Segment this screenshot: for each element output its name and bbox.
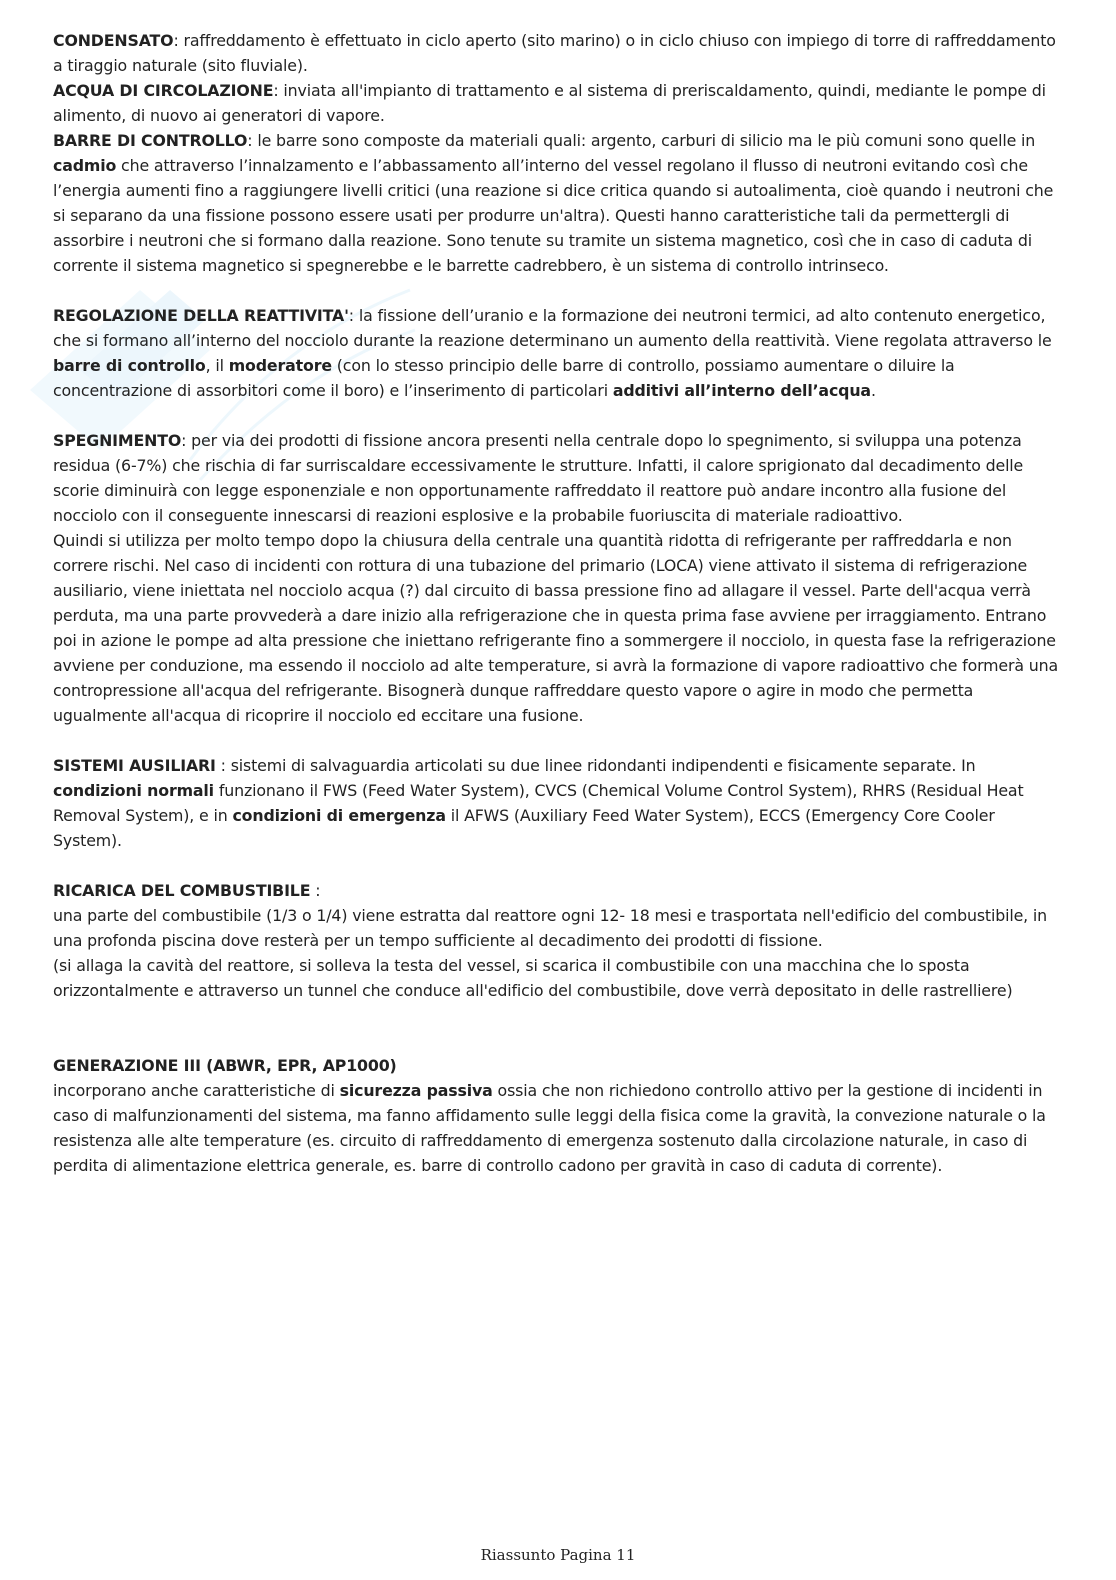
spacer	[53, 403, 1058, 428]
page-footer: Riassunto Pagina 11	[480, 1546, 636, 1564]
paragraph-ricarica-1: una parte del combustibile (1/3 o 1/4) viene estratta dal reattore ogni 12- 18 mesi e trasportata nell'edificio del combustibile, in una profonda piscina dove resterà per un tempo sufficiente al decadimento dei prodotti di fissione.	[53, 906, 1047, 950]
text-sistemi-3: il AFWS (Auxiliary Feed Water System), ECCS (Emergency Core Cooler System).	[53, 806, 995, 850]
text-spegnimento-1: : per via dei prodotti di fissione ancora presenti nella centrale dopo lo spegnimento, si sviluppa una potenza residua (6-7%) che rischia di far surriscaldare eccessivamente le strutture. Infatti, il calore sprigionato dal decadimento delle scorie diminuirà con legge esponenziale e non opportunamente raffreddato il reattore può andare incontro alla fusione del nocciolo con il conseguente innescarsi di reazioni esplosive e la probabile fuoriuscita di materiale radioattivo.	[53, 431, 1024, 525]
heading-barre-controllo: BARRE DI CONTROLLO	[53, 131, 248, 150]
bold-condizioni-normali: condizioni normali	[53, 781, 214, 800]
text-regolazione-3: (con lo stesso principio delle barre di controllo, possiamo aumentare o diluire la concentrazione di assorbitori come il boro) e l’inserimento di particolari	[53, 356, 955, 400]
bold-additivi: additivi all’interno dell’acqua	[612, 381, 871, 400]
text-generazione-1: incorporano anche caratteristiche di	[53, 1081, 340, 1100]
heading-ricarica: RICARICA DEL COMBUSTIBILE	[53, 881, 311, 900]
heading-generazione: GENERAZIONE III (ABWR, EPR, AP1000)	[53, 1056, 397, 1075]
paragraph-sistemi-ausiliari	[53, 753, 1058, 853]
spacer	[53, 853, 1058, 878]
document-body	[53, 28, 1058, 1178]
bold-barre-controllo: barre di controllo	[53, 356, 206, 375]
text-barre-1: : le barre sono composte da materiali quali: argento, carburi di silicio ma le più comuni sono quelle in	[247, 131, 1036, 150]
bold-condizioni-emergenza: condizioni di emergenza	[232, 806, 446, 825]
heading-spegnimento: SPEGNIMENTO	[53, 431, 182, 450]
paragraph-condensato	[53, 28, 1058, 78]
text-acqua-circolazione: : inviata all'impianto di trattamento e al sistema di preriscaldamento, quindi, mediante le pompe di alimento, di nuovo ai generatori di vapore.	[53, 81, 1046, 125]
heading-regolazione: REGOLAZIONE DELLA REATTIVITA'	[53, 306, 349, 325]
spacer	[53, 728, 1058, 753]
paragraph-generazione	[53, 1078, 1058, 1178]
spacer	[53, 278, 1058, 303]
text-sistemi-2: funzionano il FWS (Feed Water System), CVCS (Chemical Volume Control System), RHRS (Residual Heat Removal System), e in	[53, 781, 1024, 825]
paragraph-spegnimento	[53, 428, 1058, 528]
heading-ricarica-suffix: :	[310, 881, 321, 900]
paragraph-barre-controllo	[53, 128, 1058, 278]
heading-acqua-circolazione: ACQUA DI CIRCOLAZIONE	[53, 81, 274, 100]
paragraph-ricarica-2: (si allaga la cavità del reattore, si solleva la testa del vessel, si scarica il combustibile con una macchina che lo sposta orizzontalmente e attraverso un tunnel che conduce all'edificio del combustibile, dove verrà depositato in delle rastrelliere)	[53, 956, 1013, 1000]
paragraph-spegnimento-2: Quindi si utilizza per molto tempo dopo la chiusura della centrale una quantità ridotta di refrigerante per raffreddarla e non correre rischi. Nel caso di incidenti con rottura di una tubazione del primario (LOCA) viene attivato il sistema di refrigerazione ausiliario, viene iniettata nel nocciolo acqua (?) dal circuito di bassa pressione fino ad allagare il vessel. Parte dell'acqua verrà perduta, ma una parte provvederà a dare inizio alla refrigerazione che in questa prima fase avviene per irraggiamento. Entrano poi in azione le pompe ad alta pressione che iniettano refrigerante fino a sommergere il nocciolo, in questa fase la refrigerazione avviene per conduzione, ma essendo il nocciolo ad alte temperature, si avrà la formazione di vapore radioattivo che formerà una contropressione all'acqua del refrigerante. Bisognerà dunque raffreddare questo vapore o agire in modo che permetta ugualmente all'acqua di ricoprire il nocciolo ed eccitare una fusione.	[53, 531, 1058, 725]
paragraph-ricarica-heading	[53, 878, 1058, 903]
text-barre-2: che attraverso l’innalzamento e l’abbassamento all’interno del vessel regolano il flusso di neutroni evitando così che l’energia aumenti fino a raggiungere livelli critici (una reazione si dice critica quando si autoalimenta, cioè quando i neutroni che si separano da una fissione possono essere usati per produrre un'altra). Questi hanno caratteristiche tali da permettergli di assorbire i neutroni che si formano dalla reazione. Sono tenute su tramite un sistema magnetico, così che in caso di caduta di corrente il sistema magnetico si spegnerebbe e le barrette cadrebbero, è un sistema di controllo intrinseco.	[53, 156, 1054, 275]
text-regolazione-2: , il	[205, 356, 229, 375]
text-sistemi-1: : sistemi di salvaguardia articolati su due linee ridondanti indipendenti e fisicamente separate. In	[215, 756, 976, 775]
text-regolazione-1: : la fissione dell’uranio e la formazione dei neutroni termici, ad alto contenuto energetico, che si formano all’interno del nocciolo durante la reazione determinano un aumento della reattività. Viene regolata attraverso le	[53, 306, 1052, 350]
spacer	[53, 1003, 1058, 1053]
paragraph-generazione-heading	[53, 1053, 1058, 1078]
text-condensato: : raffreddamento è effettuato in ciclo aperto (sito marino) o in ciclo chiuso con impiego di torre di raffreddamento a tiraggio naturale (sito fluviale).	[53, 31, 1056, 75]
heading-sistemi-ausiliari: SISTEMI AUSILIARI	[53, 756, 216, 775]
bold-cadmio: cadmio	[53, 156, 117, 175]
paragraph-acqua-circolazione	[53, 78, 1058, 128]
text-regolazione-4: .	[870, 381, 876, 400]
bold-moderatore: moderatore	[228, 356, 332, 375]
heading-condensato: CONDENSATO	[53, 31, 174, 50]
bold-sicurezza-passiva: sicurezza passiva	[339, 1081, 493, 1100]
text-generazione-2: ossia che non richiedono controllo attivo per la gestione di incidenti in caso di malfunzionamenti del sistema, ma fanno affidamento sulle leggi della fisica come la gravità, la convezione naturale o la resistenza alle alte temperature (es. circuito di raffreddamento di emergenza sostenuto dalla circolazione naturale, in caso di perdita di alimentazione elettrica generale, es. barre di controllo cadono per gravità in caso di caduta di corrente).	[53, 1081, 1046, 1175]
paragraph-regolazione	[53, 303, 1058, 403]
